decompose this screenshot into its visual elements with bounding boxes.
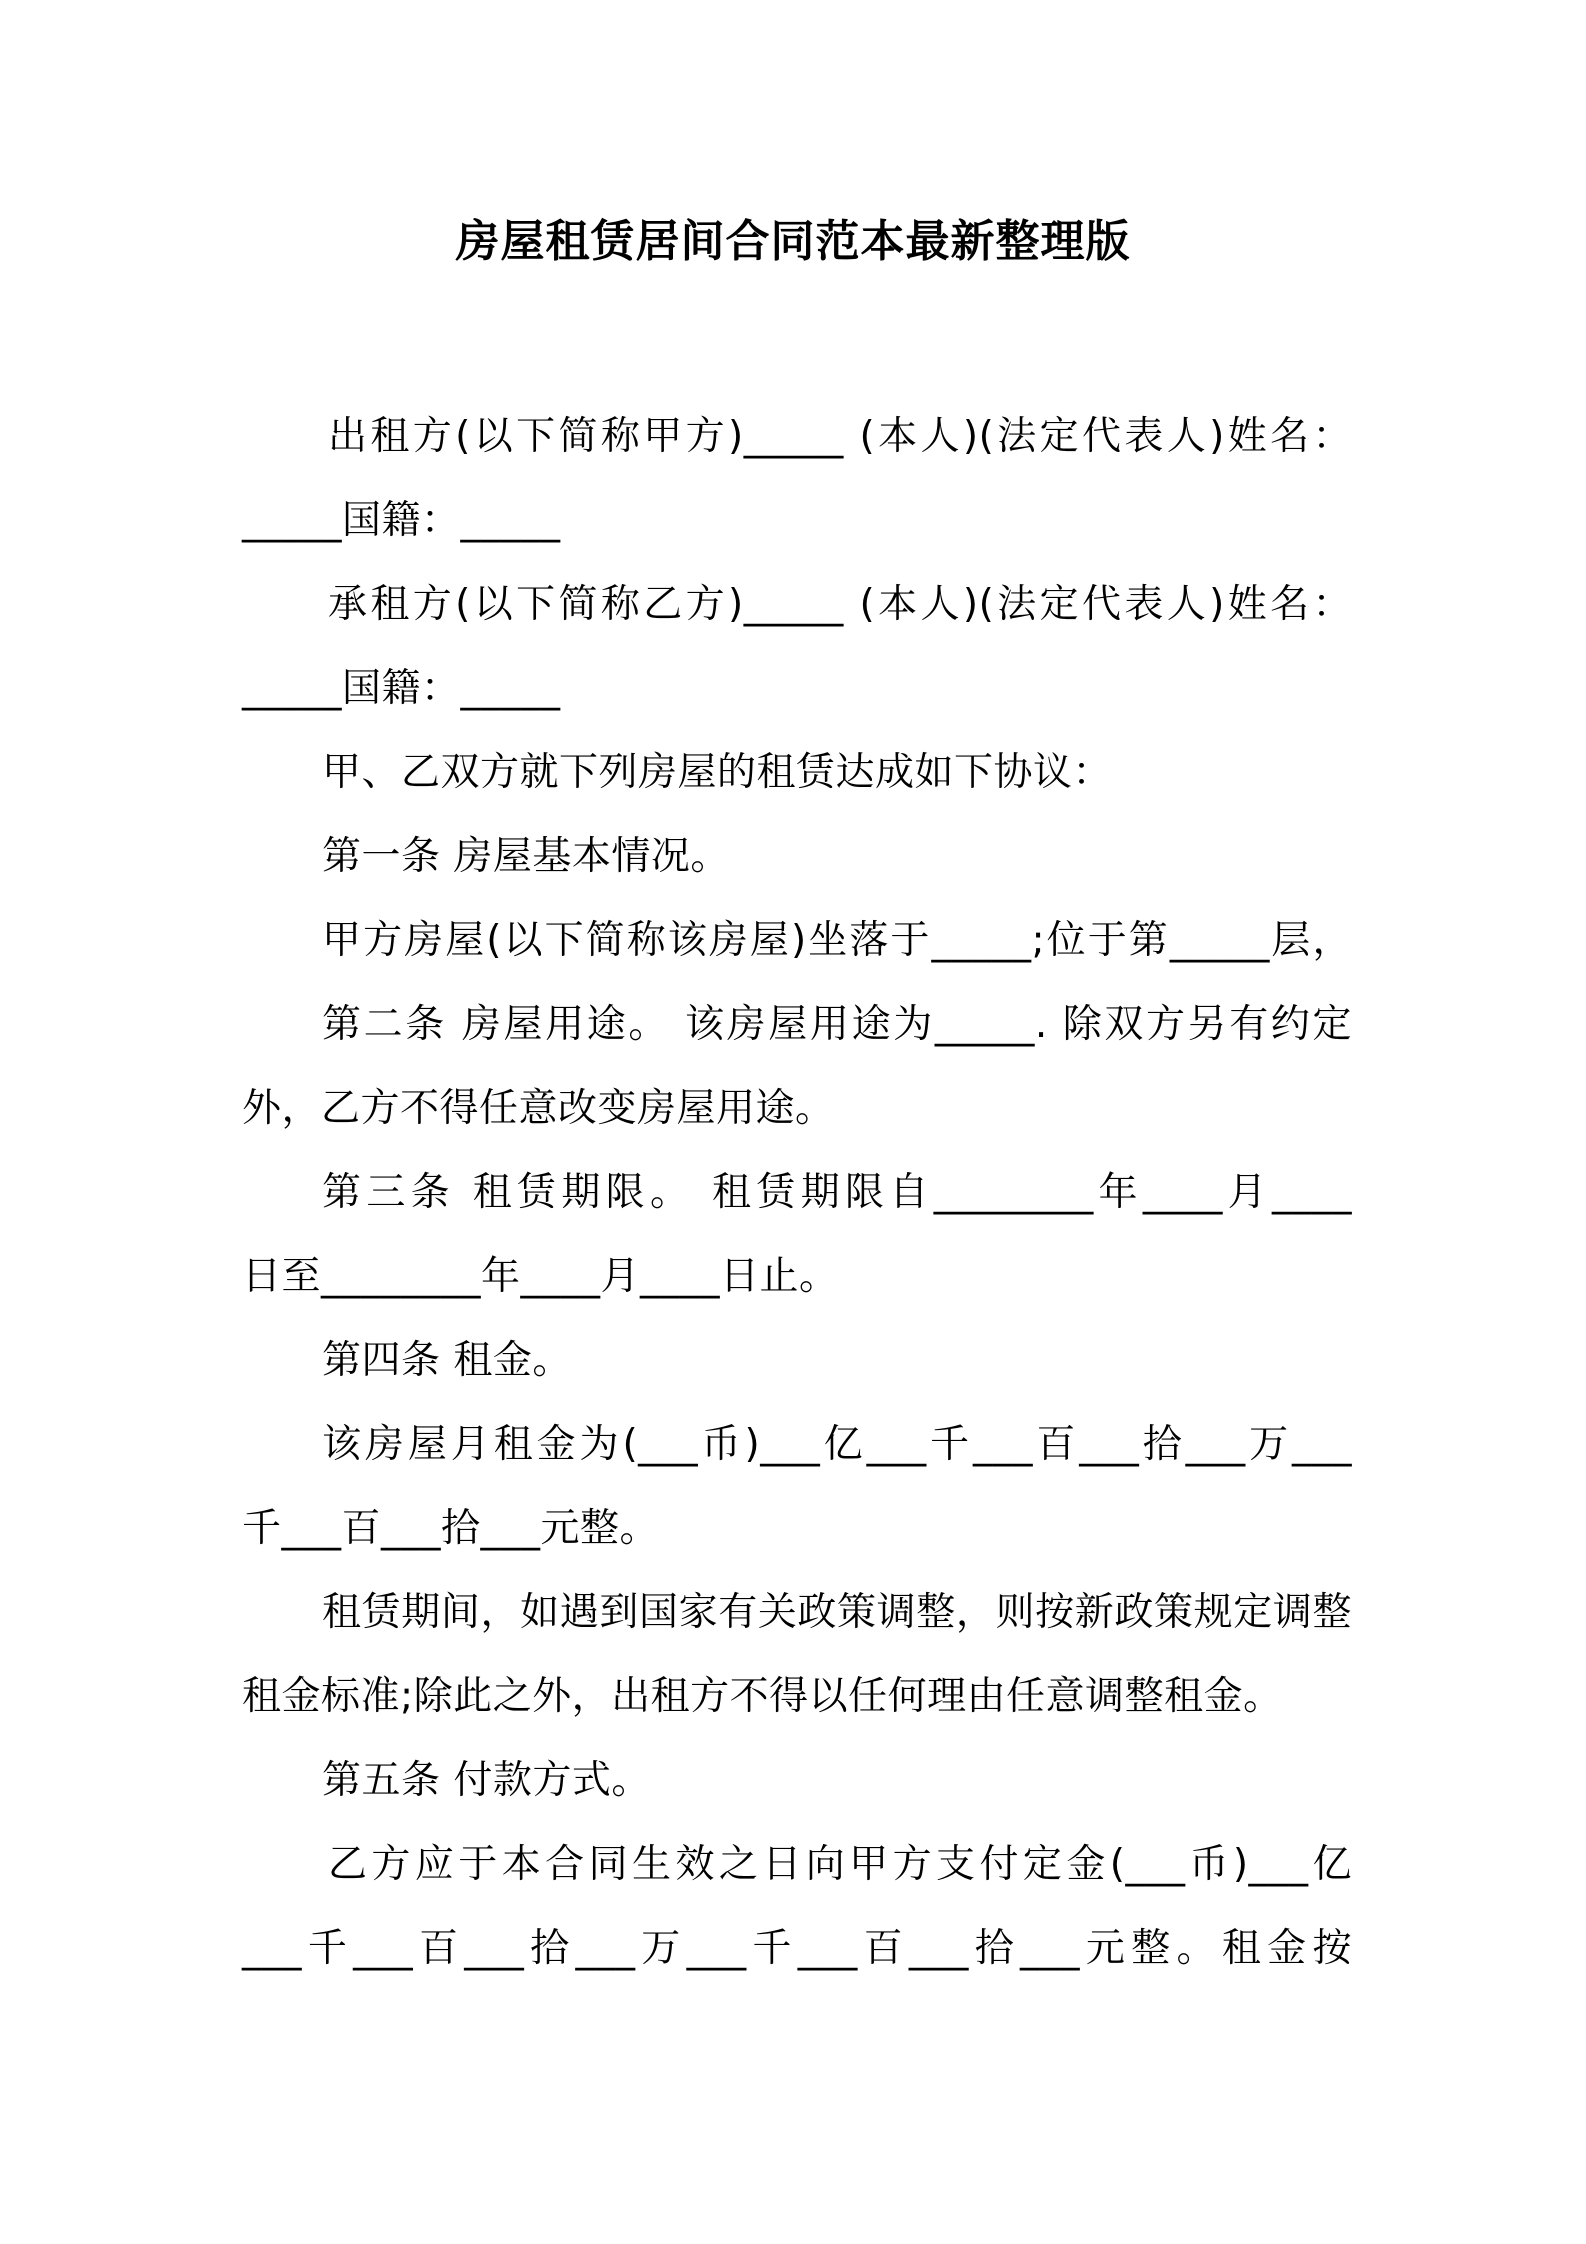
document-title: 房屋租赁居间合同范本最新整理版: [455, 216, 1131, 267]
article-3-text: 第三条 租赁期限。 租赁期限自________年____月____: [322, 1170, 1352, 1215]
article-4-adjust-cont: 租金标准;除此之外，出租方不得以任何理由任意调整租金。: [242, 1674, 1283, 1719]
article-5-deposit-cont: ___千___百___拾___万___千___百___拾___元整。租金按: [242, 1926, 1352, 1971]
article-4-adjust: 租赁期间，如遇到国家有关政策调整，则按新政策规定调整: [322, 1590, 1352, 1635]
article-5-heading: 第五条 付款方式。: [322, 1758, 651, 1803]
article-4-heading: 第四条 租金。: [322, 1338, 572, 1383]
article-4-rent-cont: 千___百___拾___元整。: [242, 1506, 660, 1551]
article-2-text: 第二条 房屋用途。 该房屋用途为_____. 除双方另有约定: [322, 1002, 1352, 1047]
lessee-nationality-line: _____国籍：_____: [242, 666, 561, 711]
article-5-deposit: 乙方应于本合同生效之日向甲方支付定金(___币)___亿: [328, 1842, 1352, 1887]
article-1-heading: 第一条 房屋基本情况。: [322, 834, 730, 879]
agreement-intro: 甲、乙双方就下列房屋的租赁达成如下协议：: [322, 750, 1113, 795]
lessor-nationality-line: _____国籍：_____: [242, 498, 561, 543]
article-4-rent: 该房屋月租金为(___币)___亿___千___百___拾___万___: [322, 1422, 1352, 1467]
lessee-line: 承租方(以下简称乙方)_____ (本人)(法定代表人)姓名：: [328, 582, 1352, 627]
article-3-text-cont: 日至________年____月____日止。: [242, 1254, 839, 1299]
article-1-text: 甲方房屋(以下简称该房屋)坐落于_____;位于第_____层，: [322, 918, 1352, 963]
lessor-line: 出租方(以下简称甲方)_____ (本人)(法定代表人)姓名：: [328, 414, 1352, 459]
article-2-text-cont: 外，乙方不得任意改变房屋用途。: [242, 1086, 835, 1131]
